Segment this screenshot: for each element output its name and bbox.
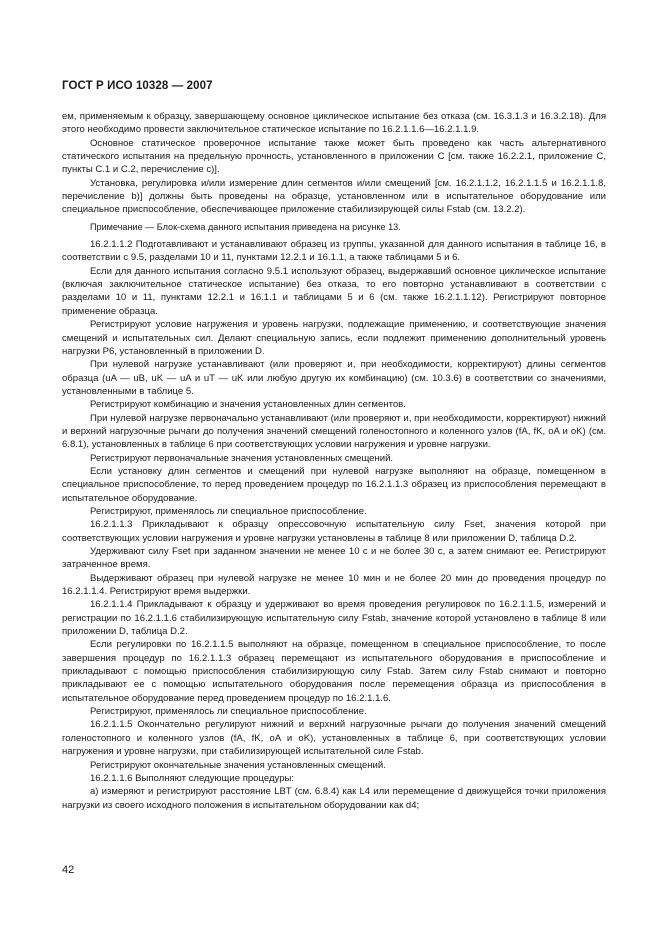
page-header: ГОСТ Р ИСО 10328 — 2007 bbox=[62, 80, 213, 92]
paragraph: Если регулировки по 16.2.1.1.5 выполняют на образце, помещенном в специальное приспособление, то после завершения процедур по 16.2.1.1.3 образец перемещают из испытательного оборудования в приспособление и прикладывают с помощью приспособления стабилизирующую силу Fstab. Затем силу Fstab снимают и повторно прикладывают ее с помощью испытательного оборудования после перемещения образца из приспособления в испытательное оборудование перед проведением процедур по 16.2.1.1.6. bbox=[62, 639, 606, 704]
paragraph: Регистрируют окончательные значения установленных смещений. bbox=[90, 759, 386, 771]
page-number: 42 bbox=[62, 864, 75, 876]
paragraph: Если для данного испытания согласно 9.5.1 используют образец, выдержавший основное циклическое испытание (включая заключительное статическое испытание) без отказа, то его повторно устанавливают в соответствии с разделами 10 и 11, пунктами 12.2.1 и 16.1.1 и таблицами 5 и 6 (см. также 16.2.1.1.12). Регистрируют повторное применение образца. bbox=[62, 265, 606, 317]
paragraph: 16.2.1.1.2 Подготавливают и устанавливают образец из группы, указанной для данного испытания в таблице 16, в соответствии с 9.5, разделами 10 и 11, пунктами 12.2.1 и 16.1.1, а также таблицами 5 и 6. bbox=[62, 239, 606, 264]
paragraph: 16.2.1.1.4 Прикладывают к образцу и удерживают во время проведения регулировок по 16.2.1.1.5, измерений и регистрации по 16.2.1.1.6 стабилизирующую испытательную силу Fstab, значение которой установлено в таблице 8 или приложении D, таблица D.2. bbox=[62, 599, 606, 638]
paragraph: Основное статическое проверочное испытание также может быть проведено как часть альтернативного статического испытания на предельную прочность, установленного в приложении С [см. также 16.2.2.1, приложение С, пункты С.1 и С.2, перечисление с)]. bbox=[62, 137, 606, 176]
note: Примечание — Блок-схема данного испытания приведена на рисунке 13. bbox=[90, 221, 401, 232]
paragraph: ем, применяемым к образцу, завершающему основное циклическое испытание без отказа (см. 16.3.1.3 и 16.3.2.18). Для этого необходимо провести заключительное статическое испытание по 16.2.1.1.6—16.2.1.1.9. bbox=[62, 111, 606, 136]
paragraph: 16.2.1.1.6 Выполняют следующие процедуры: bbox=[90, 772, 295, 784]
paragraph: Удерживают силу Fset при заданном значении не менее 10 с и не более 30 с, а затем снимают ее. Регистрируют затраченное время. bbox=[62, 546, 606, 571]
paragraph: Регистрируют, применялось ли специальное приспособление. bbox=[90, 505, 367, 517]
paragraph: Регистрируют комбинацию и значения установленных длин сегментов. bbox=[90, 399, 406, 411]
paragraph: Если установку длин сегментов и смещений при нулевой нагрузке выполняют на образце, помещенном в специальное приспособление, то перед проведением процедур по 16.2.1.1.3 образец из приспособления перемещают в испытательное оборудование. bbox=[62, 465, 606, 504]
paragraph: 16.2.1.1.5 Окончательно регулируют нижний и верхний нагрузочные рычаги до получения значений смещений голеностопного и коленного узлов (fA, fK, oA и oK), установленных в таблице 6, при соответствующих условии нагружения и уровне нагрузки, при стабилизирующей испытательной силе Fstab. bbox=[62, 719, 606, 758]
paragraph: 16.2.1.1.3 Прикладывают к образцу опрессовочную испытательную силу Fset, значения которой при соответствующих условии нагружения и уровне нагрузки установлены в таблице 8 или приложении D, таблица D.2. bbox=[62, 519, 606, 544]
paragraph: а) измеряют и регистрируют расстояние LBT (см. 6.8.4) как L4 или перемещение d движущейся точки приложения нагрузки из своего исходного положения в испытательном оборудовании как d4; bbox=[62, 786, 606, 811]
paragraph: При нулевой нагрузке первоначально устанавливают (или проверяют и, при необходимости, корректируют) нижний и верхний нагрузочные рычаги до получения значений смещений голеностопного и коленного узлов (fA, fK, oA и oK) (см. 6.8.1), установленных в таблице 6 при соответствующих условии нагружения и уровне нагрузки. bbox=[62, 412, 606, 451]
paragraph: Установка, регулировка и/или измерение длин сегментов и/или смещений [см. 16.2.1.1.2, 16.2.1.1.5 и 16.2.1.1.8, перечисление b)] должны быть проведены на образце, установленном или в испытательное оборудование или специальное приспособление, обеспечивающее приложение стабилизирующей силы Fstab (см. 13.2.2). bbox=[62, 177, 606, 216]
paragraph: При нулевой нагрузке устанавливают (или проверяют и, при необходимости, корректируют) длины сегментов образца (uA — uB, uK — uA и uT — uK или любую другую их комбинацию) (см. 10.3.6) в соответствии со значениями, установленными в таблице 5. bbox=[62, 359, 606, 397]
paragraph: Регистрируют, применялось ли специальное приспособление. bbox=[90, 706, 367, 718]
paragraph: Выдерживают образец при нулевой нагрузке не менее 10 мин и не более 20 мин до проведения процедур по 16.2.1.1.4. Регистрируют время выдержки. bbox=[62, 572, 606, 598]
paragraph: Регистрируют первоначальные значения установленных смещений. bbox=[90, 452, 394, 464]
paragraph: Регистрируют условие нагружения и уровень нагрузки, подлежащие применению, и соответствующие значения смещений и испытательных сил. Делают специальную запись, если подлежит применению дополнительный уровень нагрузки Р6, установленный в приложении D. bbox=[62, 319, 606, 357]
page-body bbox=[62, 110, 606, 812]
